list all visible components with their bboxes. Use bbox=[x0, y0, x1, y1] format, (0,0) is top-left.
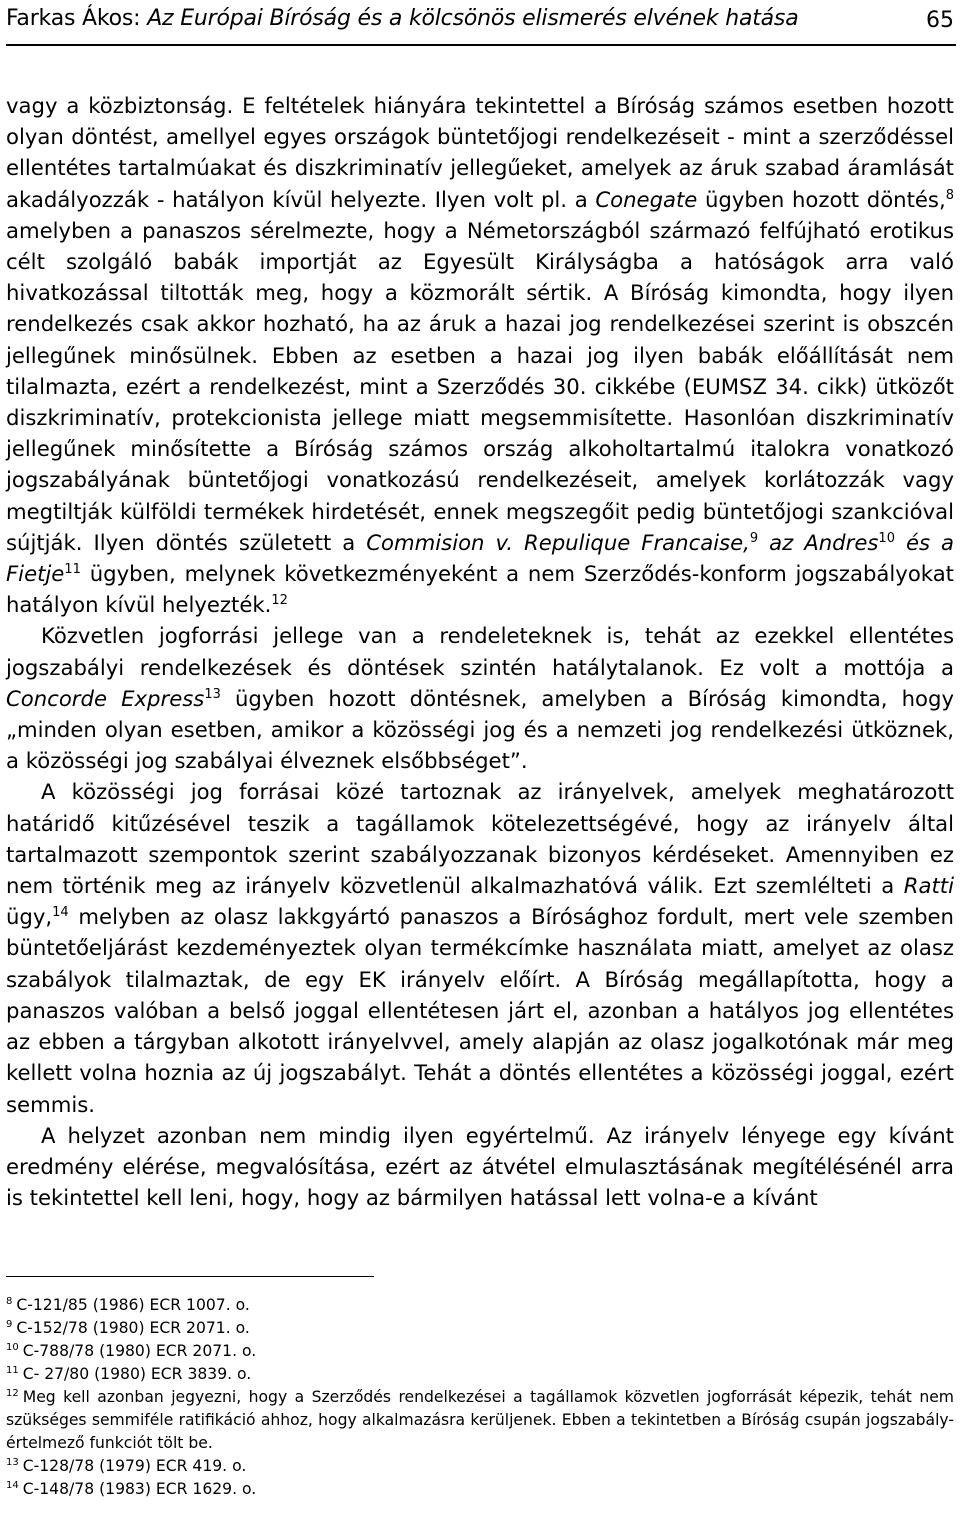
text-run: ügy, bbox=[6, 904, 53, 930]
footnote-text: C-152/78 (1980) ECR 2071. o. bbox=[16, 1319, 250, 1337]
text-run: ügyben hozott döntésnek, amelyben a Bíróság kimondta, hogy „minden olyan esetben, amikor a közösségi jog és a nemzeti jog rendelkezési ütköznek, a közösségi jog szabályai élveznek elsőbbséget”. bbox=[6, 685, 954, 774]
header-title: Az Európai Bíróság és a kölcsönös elismerés elvének hatása bbox=[147, 6, 799, 31]
header-title-line bbox=[6, 6, 798, 31]
footnote-number: 9 bbox=[6, 1318, 13, 1330]
case-name: Ratti bbox=[903, 873, 954, 899]
footnote-text: C-148/78 (1983) ECR 1629. o. bbox=[22, 1480, 257, 1498]
footnote bbox=[6, 1478, 954, 1501]
footnote bbox=[6, 1363, 954, 1386]
case-name: Commision v. Repulique Francaise, bbox=[366, 529, 750, 555]
footnote bbox=[6, 1294, 954, 1317]
footnote-number: 8 bbox=[6, 1295, 13, 1307]
text-run bbox=[895, 530, 906, 555]
body-paragraph bbox=[6, 90, 954, 620]
footnote-number: 13 bbox=[6, 1456, 19, 1468]
main-text bbox=[6, 90, 954, 1213]
footnote-ref: 12 bbox=[271, 593, 288, 609]
footnote-text: C- 27/80 (1980) ECR 3839. o. bbox=[22, 1365, 252, 1383]
case-name: és a Fietje bbox=[6, 529, 954, 587]
case-name: az Andres bbox=[769, 529, 879, 555]
footnote-number: 14 bbox=[6, 1479, 19, 1491]
text-run: A helyzet azonban nem mindig ilyen egyértelmű. Az irányelv lényege egy kívánt eredmény elérése, megvalósítása, ezért az átvétel elmulasztásának megítélésénél arra is tekintettel kell leni, hogy, hogy az bármilyen hatással lett volna-e a kívánt bbox=[6, 1122, 954, 1211]
footnote-ref: 8 bbox=[945, 187, 954, 203]
text-run: ügyben hozott döntés, bbox=[697, 186, 946, 212]
page-number: 65 bbox=[926, 8, 954, 33]
footnote-ref: 9 bbox=[749, 530, 759, 546]
text-run: Közvetlen jogforrási jellege van a rendeleteknek is, tehát az ezekkel ellentétes jogszabályi rendelkezések és döntések szintén hatálytalanok. Ez volt a mottója a bbox=[6, 623, 954, 680]
footnote-text: Meg kell azonban jegyezni, hogy a Szerződés rendelkezései a tagállamok közvetlen jogforrását képezik, tehát nem szükséges semmiféle ratifikáció ahhoz, hogy alkalmazásra kerüljenek. Ebben a tekintetben a Bíróság csupán jogszabály-értelmező funkciót tölt be. bbox=[6, 1388, 954, 1452]
footnote-text: C-128/78 (1979) ECR 419. o. bbox=[22, 1457, 247, 1475]
case-name: Conegate bbox=[595, 186, 698, 212]
footnote-separator bbox=[6, 1276, 374, 1277]
text-run: melyben az olasz lakkgyártó panaszos a Bírósághoz fordult, mert vele szemben büntetőeljárást kezdeményeztek olyan termékcímke használata miatt, amelyet az olasz szabályok tilalmaztak, de egy EK irányelv előírt. A Bíróság megállapította, hogy a panaszos valóban a belső joggal ellentétesen járt el, azonban a hatályos jog ellentétes az ebben a tárgyban alkotott irányelvvel, amely alapján az olasz jogalkotónak már meg kellett volna hoznia az új jogszabályt. Tehát a döntés ellentétes a közösségi joggal, ezért semmis. bbox=[6, 904, 954, 1117]
footnote-text: C-788/78 (1980) ECR 2071. o. bbox=[22, 1342, 257, 1360]
footnote-number: 11 bbox=[6, 1364, 19, 1376]
body-paragraph bbox=[6, 1120, 954, 1214]
body-paragraph bbox=[6, 776, 954, 1119]
running-header bbox=[6, 4, 956, 46]
footnote-ref: 10 bbox=[878, 530, 895, 546]
text-run: vagy a közbiztonság. E feltételek hiányára tekintettel a Bíróság számos esetben hozott olyan döntést, amellyel egyes országok büntetőjogi rendelkezéseit - mint a szerződéssel ellentétes tartalmúakat és diszkriminatív jellegűeket, amelyek az áruk szabad áramlását akadályozzák - hatályon kívül helyezte. Ilyen volt pl. a bbox=[6, 93, 954, 212]
footnote bbox=[6, 1455, 954, 1478]
footnote-ref: 13 bbox=[204, 686, 221, 702]
footnote-ref: 14 bbox=[52, 905, 69, 921]
text-run: amelyben a panaszos sérelmezte, hogy a Németországból származó felfújható erotikus célt szolgáló babák importját az Egyesült Királyságba a hatóságok arra való hivatkozással tiltották meg, hogy a közmorált sértik. A Bíróság kimondta, hogy ilyen rendelkezés csak akkor hozható, ha az áruk a hazai jog rendelkezései szerint is obszcén jellegűnek minősülnek. Ebben az esetben a hazai jog ilyen babák előállítását nem tilalmazta, ezért a rendelkezést, mint a Szerződés 30. cikkébe (EUMSZ 34. cikk) ütközőt diszkriminatív, protekcionista jellege miatt megsemmisítette. Hasonlóan diszkriminatív jellegűnek minősítette a Bíróság számos ország alkoholtartalmú italokra vonatkozó jogszabályának büntetőjogi vonatkozású rendelkezéseit, amelyek korlátozzák vagy megtiltják külföldi termékek hirdetését, ennek megszegőit pedig büntetőjogi szankcióval sújtják. Ilyen döntés született a bbox=[6, 217, 954, 555]
footnote-number: 10 bbox=[6, 1341, 19, 1353]
case-name: Concorde Express bbox=[6, 685, 205, 711]
header-author: Farkas Ákos: bbox=[6, 6, 141, 31]
footnote bbox=[6, 1340, 954, 1363]
footnote bbox=[6, 1317, 954, 1340]
footnote-number: 12 bbox=[6, 1387, 19, 1399]
text-run bbox=[758, 530, 769, 555]
footnote bbox=[6, 1386, 954, 1455]
footnote-text: C-121/85 (1986) ECR 1007. o. bbox=[16, 1296, 250, 1314]
body-paragraph bbox=[6, 620, 954, 776]
text-run: A közösségi jog forrásai közé tartoznak az irányelvek, amelyek meghatározott határidő kitűzésével teszik a tagállamok kötelezettségévé, hogy az irányelv által tartalmazott szempontok szerint szabályozzanak bizonyos kérdéseket. Amennyiben ez nem történik meg az irányelv közvetlenül alkalmazhatóvá válik. Ezt szemlélteti a bbox=[6, 779, 954, 899]
text-run: ügyben, melynek következményeként a nem Szerződés-konform jogszabályokat hatályon kívül helyezték. bbox=[6, 561, 954, 618]
footnote-ref: 11 bbox=[64, 561, 81, 577]
footnotes bbox=[6, 1294, 954, 1501]
